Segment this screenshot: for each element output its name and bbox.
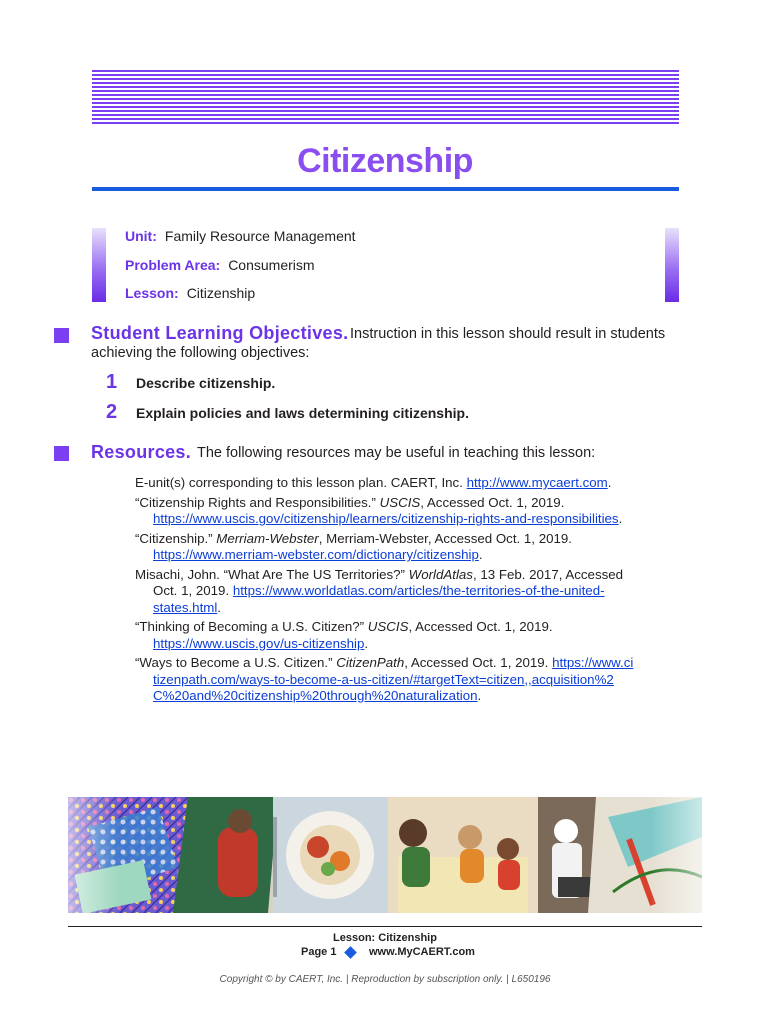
problem-area-value: Consumerism — [228, 257, 315, 273]
footer-lesson: Lesson: Citizenship — [333, 932, 437, 944]
resource-link[interactable]: https://www.uscis.gov/citizenship/learners/citizenship-rights-and-responsibilities — [153, 511, 619, 526]
copyright-notice: Copyright © by CAERT, Inc. | Reproduction by subscription only. | L650196 — [219, 974, 551, 985]
objective-text: Explain policies and laws determining citizenship. — [136, 405, 469, 421]
resource-list — [135, 475, 635, 708]
objectives-heading: Student Learning Objectives. — [91, 323, 349, 343]
resource-link[interactable]: https://www.worldatlas.com/articles/the-territories-of-the-united-states.html — [153, 583, 605, 615]
resource-link[interactable]: https://www.uscis.gov/us-citizenship — [153, 635, 365, 651]
objectives-bullet-icon — [54, 328, 69, 343]
footer-website: www.MyCAERT.com — [369, 946, 475, 958]
resource-item: E-unit(s) corresponding to this lesson plan. CAERT, Inc. http://www.mycaert.com. — [135, 475, 612, 490]
page-title: Citizenship — [297, 142, 473, 180]
resource-item: “Citizenship.” Merriam-Webster, Merriam-Webster, Accessed Oct. 1, 2019. https://www.merriam-webster.com/dictionary/citizenship. — [135, 530, 572, 562]
resource-link[interactable]: https://www.merriam-webster.com/dictionary/citizenship — [153, 547, 479, 562]
resource-item: “Ways to Become a U.S. Citizen.” CitizenPath, Accessed Oct. 1, 2019. https://www.citizenpath.com/ways-to-become-a-us-citizen/#targetText=citizen,,acquisition%2C%20and%20citizenship%20through%20naturalization. — [135, 655, 634, 703]
footer-rule — [68, 926, 702, 927]
title-rule — [92, 187, 679, 191]
resources-bullet-icon — [54, 446, 69, 461]
unit-value: Family Resource Management — [164, 228, 356, 244]
objective-number: 2 — [106, 401, 118, 423]
footer-page-number: Page 1 — [301, 946, 337, 958]
objectives-intro-2: achieving the following objectives: — [91, 345, 310, 361]
resources-heading: Resources. — [91, 442, 192, 462]
meta-right-bar — [665, 228, 679, 302]
unit-label: Unit: — [125, 228, 157, 244]
meta-left-bar — [92, 228, 106, 302]
problem-area-label: Problem Area: — [125, 257, 221, 273]
objective-number: 1 — [106, 371, 118, 393]
photo-collage-banner — [68, 797, 702, 913]
objectives-intro-1: Instruction in this lesson should result in students — [350, 326, 666, 342]
photo-collage-image — [68, 797, 702, 913]
objective-text: Describe citizenship. — [136, 375, 276, 391]
unit-line — [125, 228, 356, 244]
lesson-line — [125, 285, 255, 301]
lesson-label: Lesson: — [125, 285, 179, 301]
resource-link[interactable]: http://www.mycaert.com — [466, 475, 608, 490]
resource-link[interactable]: https://www.citizenpath.com/ways-to-become-a-us-citizen/#targetText=citizen,,acquisition%2C%20and%20citizenship%20through%20naturalization — [153, 655, 634, 703]
resource-item: Misachi, John. “What Are The US Territories?” WorldAtlas, 13 Feb. 2017, Accessed Oct. 1, 2019. https://www.worldatlas.com/articles/the-territories-of-the-united-states.html. — [135, 566, 624, 615]
diamond-icon — [344, 946, 357, 959]
header-stripes — [92, 70, 679, 124]
resource-item: “Citizenship Rights and Responsibilities.” USCIS, Accessed Oct. 1, 2019. https://www.uscis.gov/citizenship/learners/citizenship-rights-and-responsibilities. — [135, 494, 623, 526]
lesson-value: Citizenship — [186, 285, 256, 301]
resource-item: “Thinking of Becoming a U.S. Citizen?” USCIS, Accessed Oct. 1, 2019. https://www.uscis.gov/us-citizenship. — [135, 619, 553, 651]
problem-area-line — [125, 257, 315, 273]
resources-intro: The following resources may be useful in teaching this lesson: — [197, 445, 596, 461]
